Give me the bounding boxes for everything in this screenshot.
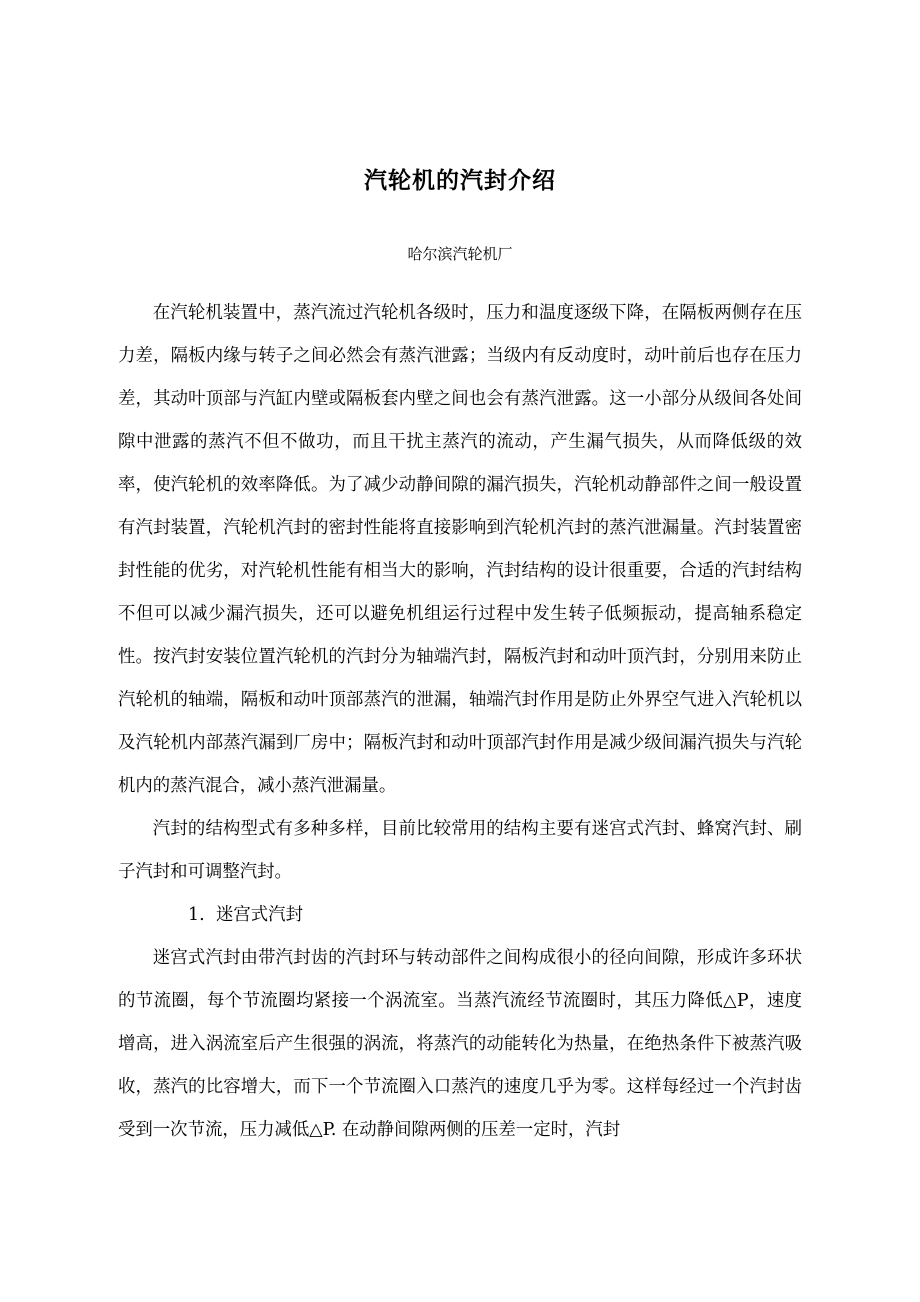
body-paragraph: 汽封的结构型式有多种多样，目前比较常用的结构主要有迷宫式汽封、蜂窝汽封、刷子汽封和可调整汽封。 bbox=[118, 819, 802, 882]
section-number: 1. bbox=[188, 905, 205, 925]
document-title: 汽轮机的汽封介绍 bbox=[364, 168, 556, 194]
body-paragraph: 迷宫式汽封由带汽封齿的汽封环与转动部件之间构成很小的径向间隙，形成许多环状的节流圈，每个节流圈均紧接一个涡流室。当蒸汽流经节流圈时，其压力降低△P，速度增高，进入涡流室后产生很强的涡流，将蒸汽的动能转化为热量，在绝热条件下被蒸汽吸收，蒸汽的比容增大，而下一个节流圈入口蒸汽的速度几乎为零。这样每经过一个汽封齿受到一次节流，压力减低△P. 在动静间隙两侧的压差一定时，汽封 bbox=[118, 948, 802, 1140]
section-heading-text: 迷宫式汽封 bbox=[216, 905, 303, 925]
document-body bbox=[118, 292, 802, 1152]
document-author: 哈尔滨汽轮机厂 bbox=[407, 245, 513, 263]
section-heading bbox=[118, 894, 802, 937]
body-paragraph: 在汽轮机装置中，蒸汽流过汽轮机各级时，压力和温度逐级下降，在隔板两侧存在压力差，隔板内缘与转子之间必然会有蒸汽泄露；当级内有反动度时，动叶前后也存在压力差，其动叶顶部与汽缸内壁或隔板套内壁之间也会有蒸汽泄露。这一小部分从级间各处间隙中泄露的蒸汽不但不做功，而且干扰主蒸汽的流动，产生漏气损失，从而降低级的效率，使汽轮机的效率降低。为了减少动静间隙的漏汽损失，汽轮机动静部件之间一般设置有汽封装置，汽轮机汽封的密封性能将直接影响到汽轮机汽封的蒸汽泄漏量。汽封装置密封性能的优劣，对汽轮机性能有相当大的影响，汽封结构的设计很重要，合适的汽封结构不但可以减少漏汽损失，还可以避免机组运行过程中发生转子低频振动，提高轴系稳定性。按汽封安装位置汽轮机的汽封分为轴端汽封，隔板汽封和动叶顶汽封，分别用来防止汽轮机的轴端，隔板和动叶顶部蒸汽的泄漏，轴端汽封作用是防止外界空气进入汽轮机以及汽轮机内部蒸汽漏到厂房中；隔板汽封和动叶顶部汽封作用是减少级间漏汽损失与汽轮机内的蒸汽混合，减小蒸汽泄漏量。 bbox=[118, 303, 802, 796]
